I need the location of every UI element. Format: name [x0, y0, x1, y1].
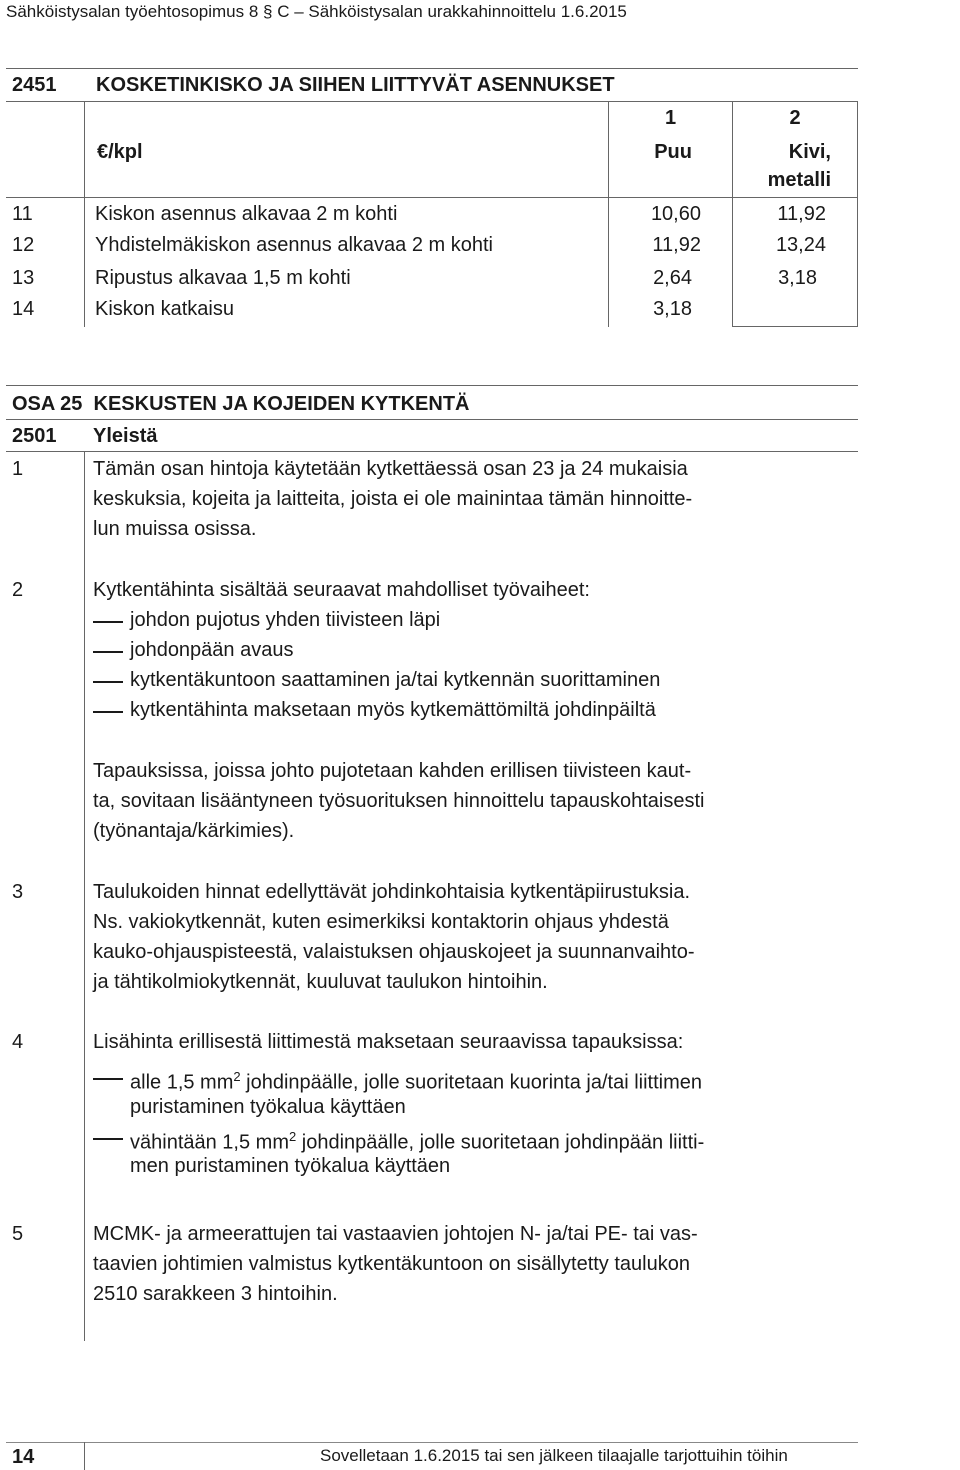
item-4-intro: Lisähinta erillisestä liittimestä maksetaan seuraavissa tapauksissa:: [93, 1031, 684, 1053]
page-header: Sähköistysalan työehtosopimus 8 § C – Sähköistysalan urakkahinnoittelu 1.6.2015: [6, 2, 627, 21]
item-3-text: Taulukoiden hinnat edellyttävät johdinkohtaisia kytkentäpiirustuksia. Ns. vakiokytkennät, kuten esimerkiksi kontaktorin ohjaus yhdestä kauko-ohjauspisteestä, valaistuksen ohjauskojeet ja suunnanvaihto- ja tähtikolmiokytkennät, kuuluvat taulukon hintoihin.: [93, 881, 695, 993]
table-header-rule: [6, 197, 858, 198]
dash-bullet: [93, 1078, 123, 1080]
column-2-label-line2: metalli: [767, 169, 831, 191]
row-value-kivi: 11,92: [777, 203, 826, 225]
column-1-label: Puu: [654, 141, 692, 163]
row-description: Ripustus alkavaa 1,5 m kohti: [95, 267, 351, 289]
dash-bullet: [93, 651, 123, 653]
page-number: 14: [12, 1446, 35, 1468]
bullet-item: johdonpään avaus: [130, 639, 294, 661]
dash-bullet: [93, 1138, 123, 1140]
part-top-rule: [6, 385, 858, 386]
bullet-item-line1: vähintään 1,5 $mm^2$ johdinpäälle, jolle suoritetaan johdinpään liitti-: [130, 1129, 705, 1154]
bullet-item: kytkentäkuntoon saattaminen ja/tai kytkennän suorittaminen: [130, 669, 661, 691]
column-2-number: 2: [789, 107, 801, 129]
bullet-item-line1: alle 1,5 $mm^2$ johdinpäälle, jolle suoritetaan kuorinta ja/tai liittimen: [130, 1069, 702, 1094]
footer-rule: [6, 1442, 858, 1443]
bullet-item: johdon pujotus yhden tiivisteen läpi: [130, 609, 441, 631]
item-number-divider: [84, 451, 85, 1341]
row-number: 14: [12, 298, 35, 320]
row-value-puu: 2,64: [653, 267, 692, 289]
table-title-rule: [6, 101, 858, 102]
unit-label: €/kpl: [97, 141, 143, 163]
item-number-5: 5: [12, 1223, 24, 1245]
row-value-kivi: 3,18: [778, 267, 817, 289]
item-number-2: 2: [12, 579, 24, 601]
bullet-item-line2: puristaminen työkalua käyttäen: [130, 1096, 406, 1118]
row-value-kivi: 13,24: [775, 234, 826, 256]
subsection-number: 2501: [12, 425, 57, 447]
column-2-label-line1: Kivi,: [788, 141, 831, 163]
dash-bullet: [93, 681, 123, 683]
subsection-rule: [6, 451, 858, 452]
footer-divider: [84, 1442, 85, 1470]
row-number: 13: [12, 267, 35, 289]
item-number-1: 1: [12, 458, 24, 480]
part-title: OSA 25 KESKUSTEN JA KOJEIDEN KYTKENTÄ: [12, 393, 470, 415]
table-bottom-rule: [732, 326, 857, 327]
part-title-rule: [6, 419, 858, 420]
bullet-item-line2: men puristaminen työkalua käyttäen: [130, 1155, 451, 1177]
table-top-rule: [6, 68, 858, 69]
item-1-text: Tämän osan hintoja käytetään kytkettäessä osan 23 ja 24 mukaisia keskuksia, kojeita ja laitteita, joista ei ole mainintaa tämän hinnoitte- lun muissa osissa.: [93, 458, 693, 540]
item-number-3: 3: [12, 881, 24, 903]
footer-text: Sovelletaan 1.6.2015 tai sen jälkeen tilaajalle tarjottuihin töihin: [320, 1446, 788, 1465]
row-number: 12: [12, 234, 35, 256]
section-title: KOSKETINKISKO JA SIIHEN LIITTYVÄT ASENNUKSET: [96, 74, 615, 96]
row-description: Kiskon asennus alkavaa 2 m kohti: [95, 203, 398, 225]
bullet-item: kytkentähinta maksetaan myös kytkemättömiltä johdinpäiltä: [130, 699, 656, 721]
row-value-puu: 10,60: [650, 203, 701, 225]
column-1-number: 1: [664, 107, 677, 129]
item-2-intro: Kytkentähinta sisältää seuraavat mahdolliset työvaiheet:: [93, 579, 590, 601]
item-5-text: MCMK- ja armeerattujen tai vastaavien johtojen N- ja/tai PE- tai vas- taavien johtimien valmistus kytkentäkuntoon on sisällytetty taulukon 2510 sarakkeen 3 hintoihin.: [93, 1223, 698, 1305]
item-number-4: 4: [12, 1031, 24, 1053]
row-description: Yhdistelmäkiskon asennus alkavaa 2 m kohti: [95, 234, 493, 256]
table-divider-right: [857, 101, 858, 327]
dash-bullet: [93, 621, 123, 623]
row-number: 11: [12, 203, 33, 225]
row-description: Kiskon katkaisu: [95, 298, 234, 320]
table-divider-left: [84, 101, 85, 327]
item-2-note: Tapauksissa, joissa johto pujotetaan kahden erillisen tiivisteen kaut- ta, sovitaan lisääntyneen työsuorituksen hinnoittelu tapauskohtaisesti (työnantaja/kärkimies).: [93, 760, 705, 842]
row-value-puu: 11,92: [652, 234, 701, 256]
row-value-puu: 3,18: [653, 298, 692, 320]
subsection-title: Yleistä: [93, 425, 158, 447]
dash-bullet: [93, 711, 123, 713]
section-number: 2451: [12, 74, 57, 96]
